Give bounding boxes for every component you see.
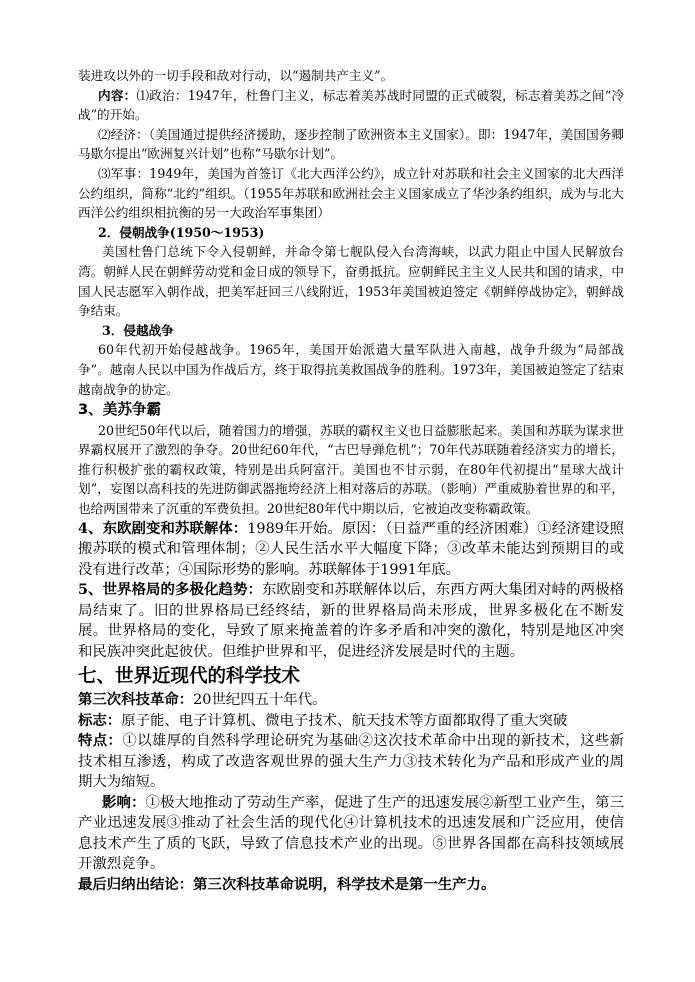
- impact-text: ①极大地推动了劳动生产率，促进了生产的迅速发展②新型工业产生，第三产业迅速发展③推动了社会生活的现代化④计算机技术的迅速发展和广泛应用，使信息技术产生了质的飞跃，导致了信息技术产业的出现。⑤世界各国都在高科技领域展开激烈竞争。: [78, 794, 624, 873]
- ussr-paragraph: [78, 519, 624, 581]
- intro-line: 装进攻以外的一切手段和敌对行动，以“遏制共产主义”。: [78, 68, 394, 83]
- vietnam-heading: 3．侵越战争: [102, 322, 174, 338]
- vietnam-paragraph: 60年代初开始侵越战争。1965年，美国开始派遣大量军队进入南越，战争升级为“局部战争”。越南人民以中国为作战后方，终于取得抗美救国战争的胜利。1973年，美国被迫签定了结束越南战争的协定。: [78, 342, 624, 397]
- economy-paragraph: ⑵经济：（美国通过提供经济援助，逐步控制了欧洲资本主义国家）。即：1947年，美国国务卿马歇尔提出“欧洲复兴计划”也称“马歇尔计划”。: [78, 126, 624, 162]
- korea-paragraph: 美国杜鲁门总统下令入侵朝鲜，并命令第七舰队侵入台湾海峡，以武力阻止中国人民解放台湾。朝鲜人民在朝鲜劳动党和金日成的领导下，奋勇抵抗。应朝鲜民主主义人民共和国的请求，中国人民志愿军入朝作战，把美军赶回三八线附近，1953年美国被迫签定《朝鲜停战协定》，朝鲜战争结束。: [78, 244, 624, 319]
- section-seven-heading: 七、世界近现代的科学技术: [78, 666, 301, 688]
- multipolar-text: 东欧剧变和苏联解体以后，东西方两大集团对峙的两极格局结束了。旧的世界格局已经终结，新的世界格局尚未形成，世界多极化在不断发展。世界格局的变化，导致了原来掩盖着的许多矛盾和冲突的激化，特别是地区冲突和民族冲突此起彼伏。但维护世界和平，促进经济发展是时代的主题。: [78, 582, 624, 660]
- content-text: ⑴政治：1947年，杜鲁门主义，标志着美苏战时同盟的正式破裂，标志着美苏之间“冷战”的开始。: [78, 87, 624, 123]
- ussr-heading: 4、东欧剧变和苏联解体：: [78, 519, 248, 537]
- hegemony-heading: 3、美苏争霸: [78, 401, 162, 419]
- multipolar-heading: 5、世界格局的多极化趋势：: [78, 581, 262, 599]
- ussr-text: 1989年开始。原因：（日益严重的经济困难）①经济建设照搬苏联的模式和管理体制；②人民生活水平大幅度下降；③改革未能达到预期目的或没有进行改革；④国际形势的影响。苏联解体于1991年底。: [78, 520, 624, 578]
- content-paragraph: [78, 86, 624, 125]
- sign-text: 原子能、电子计算机、微电子技术、航天技术等方面都取得了重大突破: [121, 712, 568, 729]
- third-revolution-text: 20世纪四五十年代。: [193, 692, 327, 709]
- content-label: 内容：: [98, 87, 137, 103]
- sign-label: 标志：: [78, 711, 122, 729]
- conclusion-line: 最后归纳出结论：第三次科技革命说明，科学技术是第一生产力。: [78, 875, 496, 893]
- impact-label: 影响：: [102, 793, 146, 811]
- feature-paragraph: [78, 731, 624, 793]
- military-paragraph: ⑶军事：1949年，美国为首签订《北大西洋公约》，成立针对苏联和社会主义国家的北大西洋公约组织，简称“北约”组织。（1955年苏联和欧洲社会主义国家成立了华沙条约组织，成为与北大西洋公约组织相抗衡的另一大政治军事集团）: [78, 165, 624, 221]
- third-revolution-line: [78, 690, 624, 711]
- document-page: [78, 66, 624, 895]
- sign-line: [78, 711, 624, 732]
- impact-paragraph: [78, 793, 624, 875]
- third-revolution-label: 第三次科技革命：: [78, 691, 194, 709]
- feature-label: 特点：: [78, 732, 123, 750]
- hegemony-paragraph: 20世纪50年代以后，随着国力的增强，苏联的霸权主义也日益膨胀起来。美国和苏联为谋求世界霸权展开了激烈的争夺。20世纪60年代，“古巴导弹危机”；70年代苏联随着经济实力的增长，推行积极扩张的霸权政策，特别是出兵阿富汗。美国也不甘示弱，在80年代初提出“星球大战计划”，妄图以高科技的先进防御武器拖垮经济上相对落后的苏联。（影响）严重威胁着世界的和平，也给两国带来了沉重的军费负担。20世纪80年代中期以后，它被迫改变称霸政策。: [78, 422, 624, 516]
- multipolar-paragraph: [78, 580, 624, 662]
- feature-text: ①以雄厚的自然科学理论研究为基础②这次技术革命中出现的新技术，这些新技术相互渗透，构成了改造客观世界的强大生产力③技术转化为产品和形成产业的周期大为缩短。: [78, 733, 624, 791]
- korea-heading: 2．侵朝战争(1950～1953): [98, 224, 265, 240]
